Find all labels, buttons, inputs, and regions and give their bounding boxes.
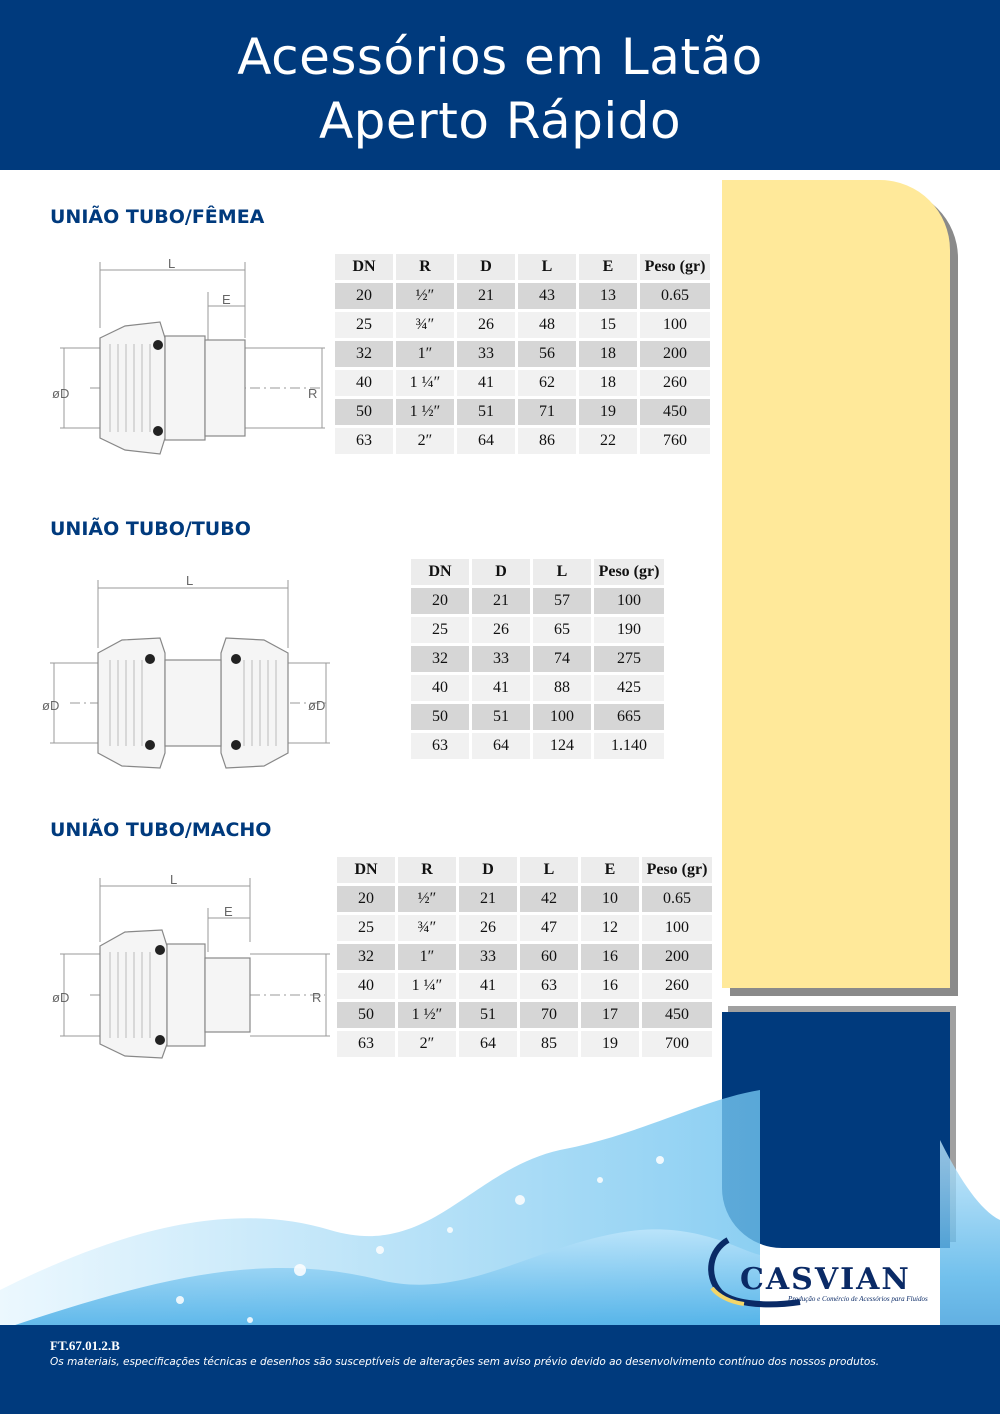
table-cell: 64 [457, 428, 515, 454]
table-cell: 100 [594, 588, 664, 614]
table-cell: 64 [459, 1031, 517, 1057]
table-row [335, 283, 710, 309]
table-row [411, 675, 664, 701]
column-header: Peso (gr) [642, 857, 712, 883]
table-cell: 42 [520, 886, 578, 912]
drawing-label-R: R [312, 990, 322, 1005]
drawing-label-L: L [170, 872, 178, 887]
column-header: L [533, 559, 591, 585]
table-cell: 50 [411, 704, 469, 730]
table-cell: 62 [518, 370, 576, 396]
table-cell: 40 [337, 973, 395, 999]
table-cell: 65 [533, 617, 591, 643]
page-title-line-2: Aperto Rápido [318, 92, 682, 150]
table-row [411, 617, 664, 643]
table-cell: 450 [640, 399, 710, 425]
table-cell: 2″ [398, 1031, 456, 1057]
column-header: L [520, 857, 578, 883]
table-cell: 1.140 [594, 733, 664, 759]
drawing-uniao-tubo-tubo [40, 568, 340, 773]
section-title-uniao-tubo-femea: UNIÃO TUBO/FÊMEA [50, 206, 265, 228]
table-cell: 1″ [398, 944, 456, 970]
table-header-row [335, 254, 710, 280]
table-header-row [411, 559, 664, 585]
column-header: E [579, 254, 637, 280]
column-header: DN [337, 857, 395, 883]
drawing-label-R: R [308, 386, 318, 401]
table-cell: 47 [520, 915, 578, 941]
page-title-line-1: Acessórios em Latão [237, 28, 763, 86]
table-row [411, 733, 664, 759]
table-cell: 63 [411, 733, 469, 759]
table-cell: 64 [472, 733, 530, 759]
table-cell: 21 [459, 886, 517, 912]
table-cell: 40 [411, 675, 469, 701]
table-cell: 48 [518, 312, 576, 338]
table-cell: 2″ [396, 428, 454, 454]
table-row [411, 588, 664, 614]
table-cell: 88 [533, 675, 591, 701]
table-row [337, 1031, 712, 1057]
table-row [337, 915, 712, 941]
drawing-label-diameter: øD [52, 386, 70, 401]
drawing-label-diameter-left: øD [42, 698, 60, 713]
table-cell: ¾″ [396, 312, 454, 338]
drawing-label-diameter-right: øD [308, 698, 326, 713]
column-header: R [396, 254, 454, 280]
table-cell: 12 [581, 915, 639, 941]
table-cell: 100 [533, 704, 591, 730]
table-cell: 74 [533, 646, 591, 672]
table-cell: 21 [457, 283, 515, 309]
table-cell: 25 [337, 915, 395, 941]
table-cell: 41 [472, 675, 530, 701]
table-cell: 19 [581, 1031, 639, 1057]
table-row [337, 886, 712, 912]
table-row [335, 399, 710, 425]
column-header: Peso (gr) [640, 254, 710, 280]
table-cell: 1″ [396, 341, 454, 367]
table-row [335, 428, 710, 454]
table-row [335, 341, 710, 367]
footer-band [0, 1325, 1000, 1414]
table-cell: 13 [579, 283, 637, 309]
table-cell: 26 [459, 915, 517, 941]
table-cell: 25 [335, 312, 393, 338]
table-cell: 22 [579, 428, 637, 454]
table-cell: 260 [640, 370, 710, 396]
table-cell: 665 [594, 704, 664, 730]
table-cell: 450 [642, 1002, 712, 1028]
table-cell: 425 [594, 675, 664, 701]
table-cell: 70 [520, 1002, 578, 1028]
table-cell: 51 [457, 399, 515, 425]
column-header: D [457, 254, 515, 280]
table-cell: 1 ¼″ [396, 370, 454, 396]
section-title-uniao-tubo-tubo: UNIÃO TUBO/TUBO [50, 518, 251, 540]
table-cell: ½″ [398, 886, 456, 912]
table-cell: 1 ¼″ [398, 973, 456, 999]
table-row [411, 646, 664, 672]
table-cell: 0.65 [642, 886, 712, 912]
column-header: D [472, 559, 530, 585]
spec-table-uniao-tubo-femea [332, 251, 713, 457]
table-cell: 16 [581, 944, 639, 970]
table-cell: 275 [594, 646, 664, 672]
table-cell: 63 [337, 1031, 395, 1057]
table-cell: 41 [457, 370, 515, 396]
table-row [337, 944, 712, 970]
table-cell: 50 [335, 399, 393, 425]
table-row [337, 1002, 712, 1028]
table-cell: 43 [518, 283, 576, 309]
table-cell: 63 [520, 973, 578, 999]
table-cell: 41 [459, 973, 517, 999]
table-row [335, 312, 710, 338]
table-cell: 200 [640, 341, 710, 367]
section-title-uniao-tubo-macho: UNIÃO TUBO/MACHO [50, 819, 272, 841]
table-cell: 33 [459, 944, 517, 970]
table-cell: 190 [594, 617, 664, 643]
table-cell: ½″ [396, 283, 454, 309]
table-cell: 60 [520, 944, 578, 970]
table-cell: 700 [642, 1031, 712, 1057]
table-cell: 10 [581, 886, 639, 912]
table-cell: 760 [640, 428, 710, 454]
drawing-label-diameter: øD [52, 990, 70, 1005]
disclaimer-text: Os materiais, especificações técnicas e desenhos são susceptíveis de alterações sem aviso prévio devido ao desenvolvimento contínuo dos nossos produtos. [50, 1356, 880, 1368]
table-cell: 100 [642, 915, 712, 941]
table-cell: 32 [411, 646, 469, 672]
table-cell: 16 [581, 973, 639, 999]
table-cell: 26 [457, 312, 515, 338]
table-cell: 85 [520, 1031, 578, 1057]
column-header: DN [335, 254, 393, 280]
table-cell: 86 [518, 428, 576, 454]
drawing-uniao-tubo-femea [50, 248, 340, 458]
table-cell: 1 ½″ [398, 1002, 456, 1028]
yellow-side-panel [722, 180, 950, 988]
table-row [335, 370, 710, 396]
table-cell: 26 [472, 617, 530, 643]
drawing-uniao-tubo-macho [50, 862, 340, 1062]
column-header: D [459, 857, 517, 883]
table-cell: 51 [459, 1002, 517, 1028]
table-cell: 51 [472, 704, 530, 730]
table-cell: 19 [579, 399, 637, 425]
drawing-label-E: E [224, 904, 233, 919]
table-cell: 57 [533, 588, 591, 614]
table-cell: 33 [472, 646, 530, 672]
table-cell: 20 [411, 588, 469, 614]
table-cell: 18 [579, 370, 637, 396]
table-cell: 50 [337, 1002, 395, 1028]
column-header: E [581, 857, 639, 883]
document-code: FT.67.01.2.B [50, 1338, 120, 1353]
table-header-row [337, 857, 712, 883]
table-cell: 32 [335, 341, 393, 367]
spec-table-uniao-tubo-tubo [408, 556, 667, 762]
page-header [0, 0, 1000, 170]
table-cell: 21 [472, 588, 530, 614]
table-cell: 17 [581, 1002, 639, 1028]
table-cell: 71 [518, 399, 576, 425]
column-header: Peso (gr) [594, 559, 664, 585]
table-cell: 63 [335, 428, 393, 454]
table-cell: 18 [579, 341, 637, 367]
table-row [337, 973, 712, 999]
spec-table-uniao-tubo-macho [334, 854, 715, 1060]
table-row [411, 704, 664, 730]
table-cell: 124 [533, 733, 591, 759]
column-header: L [518, 254, 576, 280]
table-cell: 25 [411, 617, 469, 643]
table-cell: 56 [518, 341, 576, 367]
drawing-label-L: L [168, 256, 176, 271]
drawing-label-L: L [186, 573, 194, 588]
table-cell: 33 [457, 341, 515, 367]
column-header: R [398, 857, 456, 883]
table-cell: 20 [335, 283, 393, 309]
table-cell: 1 ½″ [396, 399, 454, 425]
table-cell: 15 [579, 312, 637, 338]
table-cell: 20 [337, 886, 395, 912]
table-cell: ¾″ [398, 915, 456, 941]
column-header: DN [411, 559, 469, 585]
logo-tagline: Produção e Comércio de Acessórios para Fluidos [788, 1295, 928, 1303]
table-cell: 0.65 [640, 283, 710, 309]
table-cell: 200 [642, 944, 712, 970]
table-cell: 40 [335, 370, 393, 396]
logo-wordmark: CASVIAN [740, 1262, 911, 1297]
table-cell: 100 [640, 312, 710, 338]
drawing-label-E: E [222, 292, 231, 307]
table-cell: 260 [642, 973, 712, 999]
table-cell: 32 [337, 944, 395, 970]
